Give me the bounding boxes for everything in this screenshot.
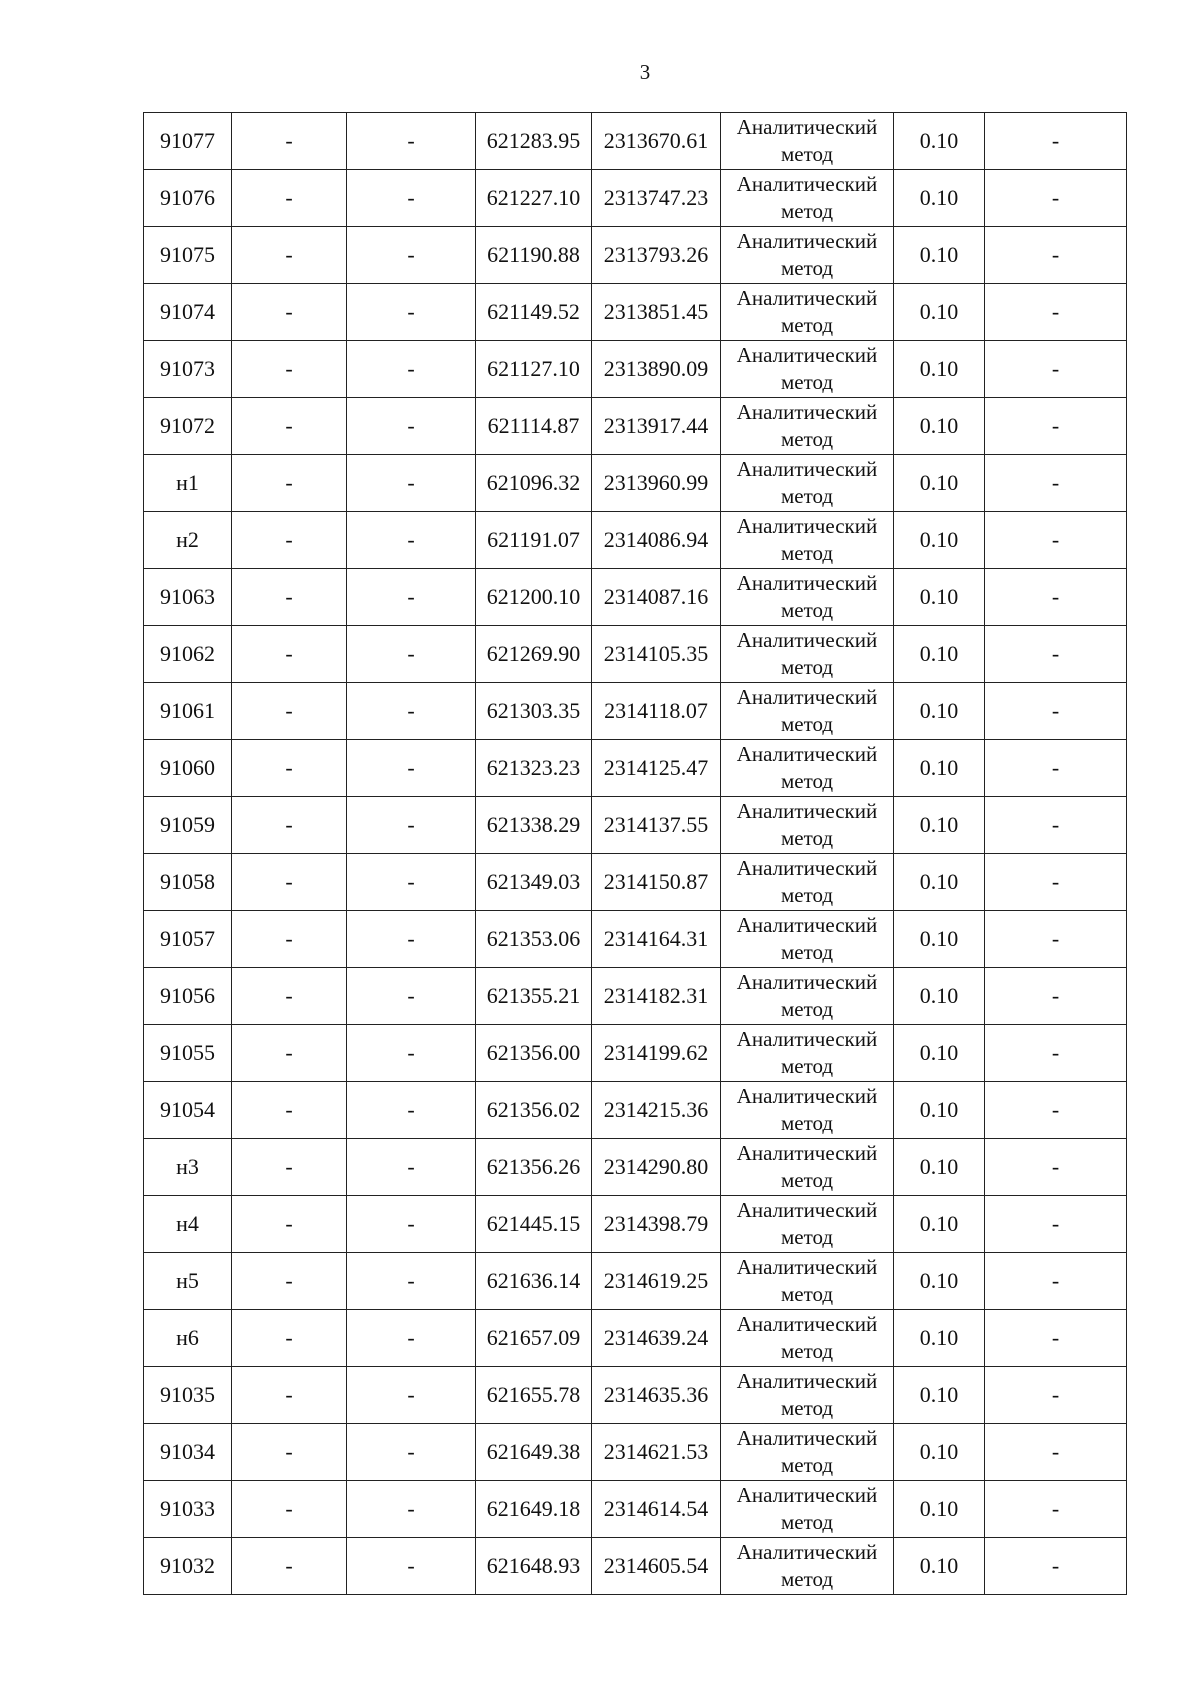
accuracy-cell: 0.10 <box>894 398 985 455</box>
empty-cell-3: - <box>985 1538 1127 1595</box>
empty-cell-1: - <box>232 455 347 512</box>
point-id-cell: н1 <box>144 455 232 512</box>
y-coordinate-cell: 2314087.16 <box>592 569 721 626</box>
point-id-cell: 91060 <box>144 740 232 797</box>
empty-cell-3: - <box>985 1025 1127 1082</box>
empty-cell-2: - <box>347 1367 476 1424</box>
table-row <box>144 569 1127 626</box>
empty-cell-3: - <box>985 626 1127 683</box>
point-id-cell: 91057 <box>144 911 232 968</box>
y-coordinate-cell: 2313747.23 <box>592 170 721 227</box>
y-coordinate-cell: 2313890.09 <box>592 341 721 398</box>
table-row <box>144 455 1127 512</box>
empty-cell-1: - <box>232 968 347 1025</box>
empty-cell-1: - <box>232 1139 347 1196</box>
empty-cell-2: - <box>347 1025 476 1082</box>
empty-cell-3: - <box>985 1082 1127 1139</box>
accuracy-cell: 0.10 <box>894 683 985 740</box>
accuracy-cell: 0.10 <box>894 341 985 398</box>
empty-cell-3: - <box>985 455 1127 512</box>
accuracy-cell: 0.10 <box>894 1253 985 1310</box>
x-coordinate-cell: 621356.26 <box>476 1139 592 1196</box>
method-cell: Аналитический метод <box>721 284 894 341</box>
empty-cell-3: - <box>985 170 1127 227</box>
empty-cell-3: - <box>985 284 1127 341</box>
point-id-cell: 91074 <box>144 284 232 341</box>
y-coordinate-cell: 2313851.45 <box>592 284 721 341</box>
method-cell: Аналитический метод <box>721 740 894 797</box>
empty-cell-1: - <box>232 683 347 740</box>
method-cell: Аналитический метод <box>721 341 894 398</box>
x-coordinate-cell: 621649.38 <box>476 1424 592 1481</box>
point-id-cell: 91035 <box>144 1367 232 1424</box>
accuracy-cell: 0.10 <box>894 569 985 626</box>
x-coordinate-cell: 621303.35 <box>476 683 592 740</box>
accuracy-cell: 0.10 <box>894 854 985 911</box>
empty-cell-2: - <box>347 227 476 284</box>
point-id-cell: 91058 <box>144 854 232 911</box>
accuracy-cell: 0.10 <box>894 1538 985 1595</box>
x-coordinate-cell: 621269.90 <box>476 626 592 683</box>
empty-cell-2: - <box>347 968 476 1025</box>
point-id-cell: 91061 <box>144 683 232 740</box>
empty-cell-2: - <box>347 740 476 797</box>
empty-cell-3: - <box>985 797 1127 854</box>
y-coordinate-cell: 2314639.24 <box>592 1310 721 1367</box>
method-cell: Аналитический метод <box>721 911 894 968</box>
point-id-cell: 91063 <box>144 569 232 626</box>
empty-cell-1: - <box>232 740 347 797</box>
x-coordinate-cell: 621355.21 <box>476 968 592 1025</box>
empty-cell-2: - <box>347 683 476 740</box>
method-cell: Аналитический метод <box>721 683 894 740</box>
empty-cell-1: - <box>232 1253 347 1310</box>
table-row <box>144 1139 1127 1196</box>
empty-cell-2: - <box>347 626 476 683</box>
point-id-cell: 91062 <box>144 626 232 683</box>
empty-cell-3: - <box>985 512 1127 569</box>
empty-cell-2: - <box>347 113 476 170</box>
empty-cell-1: - <box>232 1538 347 1595</box>
table-row <box>144 1310 1127 1367</box>
point-id-cell: 91075 <box>144 227 232 284</box>
accuracy-cell: 0.10 <box>894 284 985 341</box>
empty-cell-2: - <box>347 1139 476 1196</box>
table-row <box>144 341 1127 398</box>
empty-cell-1: - <box>232 170 347 227</box>
empty-cell-2: - <box>347 341 476 398</box>
y-coordinate-cell: 2314164.31 <box>592 911 721 968</box>
x-coordinate-cell: 621648.93 <box>476 1538 592 1595</box>
x-coordinate-cell: 621655.78 <box>476 1367 592 1424</box>
empty-cell-2: - <box>347 284 476 341</box>
empty-cell-2: - <box>347 854 476 911</box>
y-coordinate-cell: 2314118.07 <box>592 683 721 740</box>
empty-cell-1: - <box>232 341 347 398</box>
y-coordinate-cell: 2314086.94 <box>592 512 721 569</box>
empty-cell-3: - <box>985 1253 1127 1310</box>
table-row <box>144 512 1127 569</box>
coordinates-table <box>143 112 1127 1595</box>
y-coordinate-cell: 2314398.79 <box>592 1196 721 1253</box>
empty-cell-1: - <box>232 227 347 284</box>
empty-cell-1: - <box>232 1424 347 1481</box>
empty-cell-1: - <box>232 626 347 683</box>
method-cell: Аналитический метод <box>721 797 894 854</box>
empty-cell-1: - <box>232 1310 347 1367</box>
accuracy-cell: 0.10 <box>894 113 985 170</box>
empty-cell-2: - <box>347 512 476 569</box>
x-coordinate-cell: 621127.10 <box>476 341 592 398</box>
empty-cell-2: - <box>347 1481 476 1538</box>
y-coordinate-cell: 2314635.36 <box>592 1367 721 1424</box>
accuracy-cell: 0.10 <box>894 797 985 854</box>
point-id-cell: 91059 <box>144 797 232 854</box>
point-id-cell: н6 <box>144 1310 232 1367</box>
x-coordinate-cell: 621190.88 <box>476 227 592 284</box>
method-cell: Аналитический метод <box>721 512 894 569</box>
empty-cell-1: - <box>232 512 347 569</box>
method-cell: Аналитический метод <box>721 1367 894 1424</box>
point-id-cell: 91072 <box>144 398 232 455</box>
method-cell: Аналитический метод <box>721 569 894 626</box>
accuracy-cell: 0.10 <box>894 1196 985 1253</box>
empty-cell-1: - <box>232 1196 347 1253</box>
y-coordinate-cell: 2314605.54 <box>592 1538 721 1595</box>
empty-cell-1: - <box>232 113 347 170</box>
table-row <box>144 227 1127 284</box>
y-coordinate-cell: 2314182.31 <box>592 968 721 1025</box>
accuracy-cell: 0.10 <box>894 1025 985 1082</box>
table-row <box>144 1481 1127 1538</box>
point-id-cell: н2 <box>144 512 232 569</box>
y-coordinate-cell: 2314125.47 <box>592 740 721 797</box>
method-cell: Аналитический метод <box>721 968 894 1025</box>
y-coordinate-cell: 2314621.53 <box>592 1424 721 1481</box>
x-coordinate-cell: 621149.52 <box>476 284 592 341</box>
table-row <box>144 1196 1127 1253</box>
y-coordinate-cell: 2314105.35 <box>592 626 721 683</box>
method-cell: Аналитический метод <box>721 1025 894 1082</box>
table-row <box>144 284 1127 341</box>
point-id-cell: н4 <box>144 1196 232 1253</box>
x-coordinate-cell: 621323.23 <box>476 740 592 797</box>
page-number: 3 <box>639 60 651 84</box>
table-row <box>144 1025 1127 1082</box>
method-cell: Аналитический метод <box>721 1253 894 1310</box>
empty-cell-1: - <box>232 1367 347 1424</box>
empty-cell-3: - <box>985 1196 1127 1253</box>
accuracy-cell: 0.10 <box>894 740 985 797</box>
table-row <box>144 740 1127 797</box>
x-coordinate-cell: 621657.09 <box>476 1310 592 1367</box>
empty-cell-2: - <box>347 1253 476 1310</box>
empty-cell-2: - <box>347 797 476 854</box>
method-cell: Аналитический метод <box>721 1481 894 1538</box>
y-coordinate-cell: 2313670.61 <box>592 113 721 170</box>
accuracy-cell: 0.10 <box>894 455 985 512</box>
empty-cell-2: - <box>347 1538 476 1595</box>
point-id-cell: 91054 <box>144 1082 232 1139</box>
x-coordinate-cell: 621349.03 <box>476 854 592 911</box>
table-row <box>144 797 1127 854</box>
x-coordinate-cell: 621649.18 <box>476 1481 592 1538</box>
empty-cell-3: - <box>985 968 1127 1025</box>
method-cell: Аналитический метод <box>721 455 894 512</box>
point-id-cell: 91077 <box>144 113 232 170</box>
accuracy-cell: 0.10 <box>894 1310 985 1367</box>
accuracy-cell: 0.10 <box>894 968 985 1025</box>
point-id-cell: 91032 <box>144 1538 232 1595</box>
empty-cell-2: - <box>347 170 476 227</box>
empty-cell-3: - <box>985 1310 1127 1367</box>
empty-cell-3: - <box>985 569 1127 626</box>
accuracy-cell: 0.10 <box>894 911 985 968</box>
y-coordinate-cell: 2314150.87 <box>592 854 721 911</box>
x-coordinate-cell: 621096.32 <box>476 455 592 512</box>
point-id-cell: 91056 <box>144 968 232 1025</box>
empty-cell-3: - <box>985 1481 1127 1538</box>
table-body <box>144 113 1127 1595</box>
x-coordinate-cell: 621200.10 <box>476 569 592 626</box>
y-coordinate-cell: 2313793.26 <box>592 227 721 284</box>
point-id-cell: 91033 <box>144 1481 232 1538</box>
accuracy-cell: 0.10 <box>894 512 985 569</box>
table-row <box>144 170 1127 227</box>
point-id-cell: 91076 <box>144 170 232 227</box>
empty-cell-3: - <box>985 740 1127 797</box>
table-row <box>144 968 1127 1025</box>
method-cell: Аналитический метод <box>721 1082 894 1139</box>
x-coordinate-cell: 621338.29 <box>476 797 592 854</box>
empty-cell-3: - <box>985 113 1127 170</box>
x-coordinate-cell: 621191.07 <box>476 512 592 569</box>
point-id-cell: 91034 <box>144 1424 232 1481</box>
method-cell: Аналитический метод <box>721 398 894 455</box>
empty-cell-2: - <box>347 1424 476 1481</box>
accuracy-cell: 0.10 <box>894 1139 985 1196</box>
table-row <box>144 398 1127 455</box>
empty-cell-3: - <box>985 227 1127 284</box>
empty-cell-2: - <box>347 569 476 626</box>
x-coordinate-cell: 621356.02 <box>476 1082 592 1139</box>
method-cell: Аналитический метод <box>721 1310 894 1367</box>
x-coordinate-cell: 621353.06 <box>476 911 592 968</box>
empty-cell-2: - <box>347 398 476 455</box>
empty-cell-3: - <box>985 683 1127 740</box>
x-coordinate-cell: 621356.00 <box>476 1025 592 1082</box>
empty-cell-1: - <box>232 1082 347 1139</box>
accuracy-cell: 0.10 <box>894 1424 985 1481</box>
y-coordinate-cell: 2314614.54 <box>592 1481 721 1538</box>
table-row <box>144 1538 1127 1595</box>
accuracy-cell: 0.10 <box>894 626 985 683</box>
empty-cell-3: - <box>985 1139 1127 1196</box>
empty-cell-1: - <box>232 854 347 911</box>
method-cell: Аналитический метод <box>721 626 894 683</box>
y-coordinate-cell: 2313917.44 <box>592 398 721 455</box>
empty-cell-2: - <box>347 455 476 512</box>
empty-cell-1: - <box>232 284 347 341</box>
accuracy-cell: 0.10 <box>894 227 985 284</box>
y-coordinate-cell: 2314215.36 <box>592 1082 721 1139</box>
empty-cell-3: - <box>985 854 1127 911</box>
point-id-cell: н5 <box>144 1253 232 1310</box>
y-coordinate-cell: 2313960.99 <box>592 455 721 512</box>
empty-cell-1: - <box>232 911 347 968</box>
table-row <box>144 1367 1127 1424</box>
method-cell: Аналитический метод <box>721 1538 894 1595</box>
empty-cell-3: - <box>985 398 1127 455</box>
empty-cell-2: - <box>347 1310 476 1367</box>
method-cell: Аналитический метод <box>721 170 894 227</box>
table-row <box>144 113 1127 170</box>
table-row <box>144 1082 1127 1139</box>
empty-cell-2: - <box>347 911 476 968</box>
accuracy-cell: 0.10 <box>894 1481 985 1538</box>
table-row <box>144 1424 1127 1481</box>
x-coordinate-cell: 621283.95 <box>476 113 592 170</box>
method-cell: Аналитический метод <box>721 113 894 170</box>
table-row <box>144 854 1127 911</box>
empty-cell-1: - <box>232 1481 347 1538</box>
empty-cell-3: - <box>985 1367 1127 1424</box>
empty-cell-1: - <box>232 1025 347 1082</box>
x-coordinate-cell: 621636.14 <box>476 1253 592 1310</box>
accuracy-cell: 0.10 <box>894 170 985 227</box>
table-row <box>144 911 1127 968</box>
point-id-cell: 91055 <box>144 1025 232 1082</box>
point-id-cell: 91073 <box>144 341 232 398</box>
method-cell: Аналитический метод <box>721 854 894 911</box>
point-id-cell: н3 <box>144 1139 232 1196</box>
empty-cell-1: - <box>232 797 347 854</box>
table-row <box>144 1253 1127 1310</box>
method-cell: Аналитический метод <box>721 1196 894 1253</box>
accuracy-cell: 0.10 <box>894 1367 985 1424</box>
table-row <box>144 683 1127 740</box>
empty-cell-3: - <box>985 341 1127 398</box>
y-coordinate-cell: 2314619.25 <box>592 1253 721 1310</box>
empty-cell-1: - <box>232 569 347 626</box>
method-cell: Аналитический метод <box>721 1139 894 1196</box>
empty-cell-3: - <box>985 911 1127 968</box>
empty-cell-1: - <box>232 398 347 455</box>
method-cell: Аналитический метод <box>721 227 894 284</box>
y-coordinate-cell: 2314199.62 <box>592 1025 721 1082</box>
x-coordinate-cell: 621114.87 <box>476 398 592 455</box>
y-coordinate-cell: 2314137.55 <box>592 797 721 854</box>
table-row <box>144 626 1127 683</box>
empty-cell-3: - <box>985 1424 1127 1481</box>
empty-cell-2: - <box>347 1196 476 1253</box>
x-coordinate-cell: 621445.15 <box>476 1196 592 1253</box>
accuracy-cell: 0.10 <box>894 1082 985 1139</box>
empty-cell-2: - <box>347 1082 476 1139</box>
x-coordinate-cell: 621227.10 <box>476 170 592 227</box>
y-coordinate-cell: 2314290.80 <box>592 1139 721 1196</box>
method-cell: Аналитический метод <box>721 1424 894 1481</box>
